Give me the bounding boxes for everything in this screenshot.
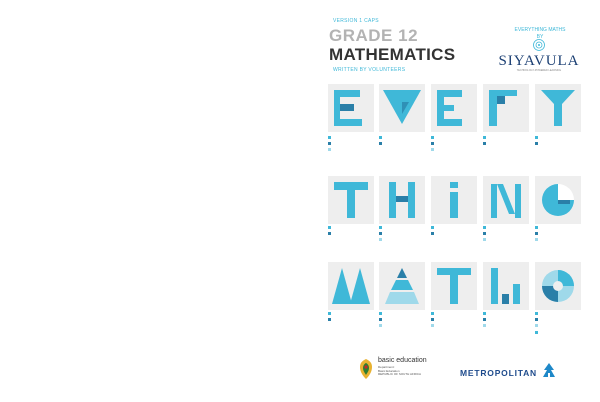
grade-title: GRADE 12 xyxy=(329,26,419,45)
caption-group xyxy=(328,226,378,238)
dept-subtitle: Department: Basic Education REPUBLIC OF SOUTH AFRICA xyxy=(378,365,422,377)
caption-group xyxy=(483,312,533,331)
sponsor-wordmark: METROPOLITAN xyxy=(460,368,537,378)
metropolitan-logo-icon xyxy=(542,362,556,378)
letter-s-pie-icon xyxy=(535,262,581,310)
caption-group xyxy=(535,226,585,245)
letter-e-bar-icon xyxy=(328,84,374,132)
letter-g-pie-icon xyxy=(535,176,581,224)
letter-h-icon xyxy=(379,176,425,224)
publisher-tagline: TECHNOLOGY-POWERED LEARNING xyxy=(516,69,562,72)
caption-group xyxy=(483,226,533,245)
version-label: VERSION 1 CAPS xyxy=(333,18,379,24)
letter-m-icon xyxy=(328,262,374,310)
caption-group xyxy=(379,136,429,148)
caption-group xyxy=(328,312,378,324)
letter-h-icon-2 xyxy=(483,262,529,310)
caption-group xyxy=(379,312,429,331)
letter-e-stack-icon xyxy=(431,84,477,132)
book-cover xyxy=(306,0,600,402)
siyavula-logo-icon xyxy=(533,39,545,51)
caption-group xyxy=(431,226,481,238)
dept-title: basic education xyxy=(378,357,427,364)
footer-logos xyxy=(306,345,600,402)
caption-group xyxy=(431,312,481,331)
publisher-wordmark: SIYAVULA xyxy=(498,53,580,69)
letter-v-triangle-icon xyxy=(379,84,425,132)
coat-of-arms-icon xyxy=(358,358,374,380)
caption-group xyxy=(483,136,533,148)
caption-group xyxy=(379,226,429,245)
letter-a-pyramid-icon xyxy=(379,262,425,310)
letter-t-icon-2 xyxy=(431,262,477,310)
subject-title: MATHEMATICS xyxy=(329,45,456,64)
letter-y-funnel-icon xyxy=(535,84,581,132)
letter-n-icon xyxy=(483,176,529,224)
letter-t-icon xyxy=(328,176,374,224)
written-by-label: WRITTEN BY VOLUNTEERS xyxy=(333,67,406,73)
letter-i-icon xyxy=(431,176,477,224)
caption-group xyxy=(431,136,481,155)
series-label: EVERYTHING MATHS BY xyxy=(514,27,566,40)
caption-group xyxy=(328,136,378,155)
letter-r-icon xyxy=(483,84,529,132)
caption-group xyxy=(535,136,585,148)
caption-group xyxy=(535,312,585,337)
